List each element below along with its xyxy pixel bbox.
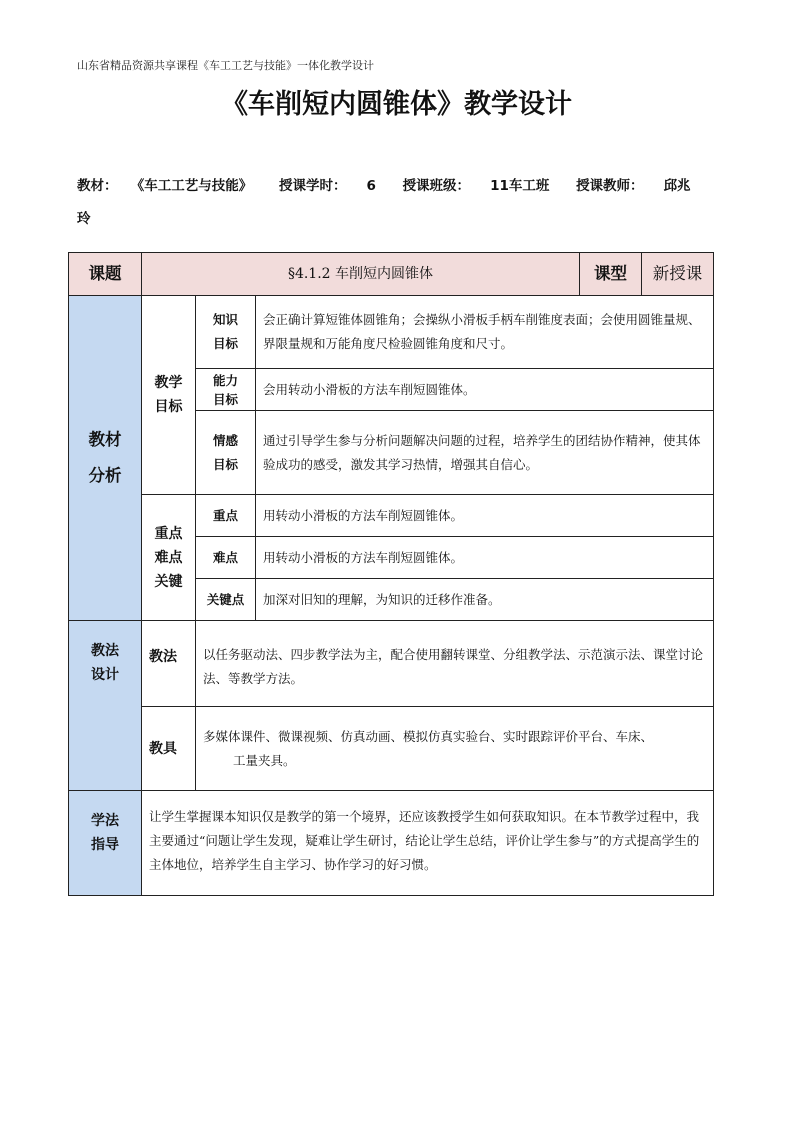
knowledge-label-line-1: 知识 <box>212 312 238 327</box>
analysis-label-line-2: 分析 <box>88 466 122 485</box>
hours-value: 6 <box>366 178 376 194</box>
class-label: 授课班级： <box>402 178 471 194</box>
hours-label: 授课学时： <box>278 178 347 194</box>
analysis-label <box>69 296 142 621</box>
guide-label <box>69 791 142 896</box>
objectives-label-line-1: 教学 <box>154 375 183 391</box>
ability-label-line-1: 能力 <box>212 372 238 388</box>
guide-text: 让学生掌握课本知识仅是教学的第一个境界，还应该教授学生如何获取知识。在本节教学过程中，我主要通过“问题让学生发现，疑难让学生研讨，结论让学生总结，评价让学生参与”的方式提高学生的主体地位，培养学生自主学习、协作学习的好习惯。 <box>142 791 714 896</box>
keypoints-label-line-1: 重点 <box>154 525 183 542</box>
knowledge-row <box>69 296 714 369</box>
type-value: 新授课 <box>642 253 714 296</box>
textbook-label: 教材： <box>77 178 118 194</box>
topic-row <box>69 253 714 296</box>
tools-text-line-2: 工量夹具。 <box>233 752 296 768</box>
method-design-label <box>69 621 142 791</box>
method-label: 教法 <box>142 621 196 707</box>
guide-label-line-1: 学法 <box>91 813 119 829</box>
teacher-label: 授课教师： <box>576 178 644 194</box>
lesson-plan-table <box>68 252 714 896</box>
teacher-value: 邱兆玲 <box>77 178 691 227</box>
objectives-label <box>142 296 196 495</box>
method-text: 以任务驱动法、四步教学法为主，配合使用翻转课堂、分组教学法、示范演示法、课堂讨论法、等教学方法。 <box>196 621 714 707</box>
tools-text <box>196 707 714 791</box>
focus-label: 重点 <box>196 495 256 537</box>
textbook-value: 《车工工艺与技能》 <box>137 178 253 194</box>
key-text: 加深对旧知的理解，为知识的迁移作准备。 <box>256 579 714 621</box>
keypoints-label-line-3: 关键 <box>154 573 183 590</box>
analysis-label-line-1: 教材 <box>88 430 122 449</box>
difficulty-text: 用转动小滑板的方法车削短圆锥体。 <box>256 537 714 579</box>
knowledge-label-line-2: 目标 <box>212 336 238 351</box>
keypoints-label-line-2: 难点 <box>154 549 183 566</box>
ability-text: 会用转动小滑板的方法车削短圆锥体。 <box>256 369 714 411</box>
type-label: 课型 <box>580 253 642 296</box>
topic-label: 课题 <box>69 253 142 296</box>
ability-label <box>196 369 256 411</box>
key-label: 关键点 <box>196 579 256 621</box>
objectives-label-line-2: 目标 <box>154 399 183 415</box>
focus-text: 用转动小滑板的方法车削短圆锥体。 <box>256 495 714 537</box>
guide-label-line-2: 指导 <box>91 837 119 853</box>
method-design-label-line-1: 教法 <box>91 643 119 659</box>
document-title: 《车削短内圆锥体》教学设计 <box>221 89 572 120</box>
emotion-label-line-1: 情感 <box>212 432 238 448</box>
emotion-text: 通过引导学生参与分析问题解决问题的过程，培养学生的团结协作精神，使其体验成功的感受，激发其学习热情，增强其自信心。 <box>256 411 714 495</box>
class-value: 11车工班 <box>490 178 550 194</box>
course-meta <box>77 170 697 236</box>
tools-label: 教具 <box>142 707 196 791</box>
knowledge-label <box>196 296 256 369</box>
topic-value: §4.1.2 车削短内圆锥体 <box>142 253 580 296</box>
keypoints-label <box>142 495 196 621</box>
emotion-label-line-2: 目标 <box>212 456 238 472</box>
difficulty-label: 难点 <box>196 537 256 579</box>
emotion-label <box>196 411 256 495</box>
method-design-label-line-2: 设计 <box>91 667 119 683</box>
method-row <box>69 621 714 707</box>
focus-row <box>69 495 714 537</box>
knowledge-text: 会正确计算短锥体圆锥角；会操纵小滑板手柄车削锥度表面；会使用圆锥量规、界限量规和万能角度尺检验圆锥角度和尺寸。 <box>256 296 714 369</box>
tools-text-line-1: 多媒体课件、微课视频、仿真动画、模拟仿真实验台、实时跟踪评价平台、车床、 <box>203 728 654 744</box>
guide-row <box>69 791 714 896</box>
tools-row <box>69 707 714 791</box>
ability-label-line-2: 目标 <box>212 391 238 407</box>
course-header-line: 山东省精品资源共享课程《车工工艺与技能》一体化教学设计 <box>77 59 374 72</box>
